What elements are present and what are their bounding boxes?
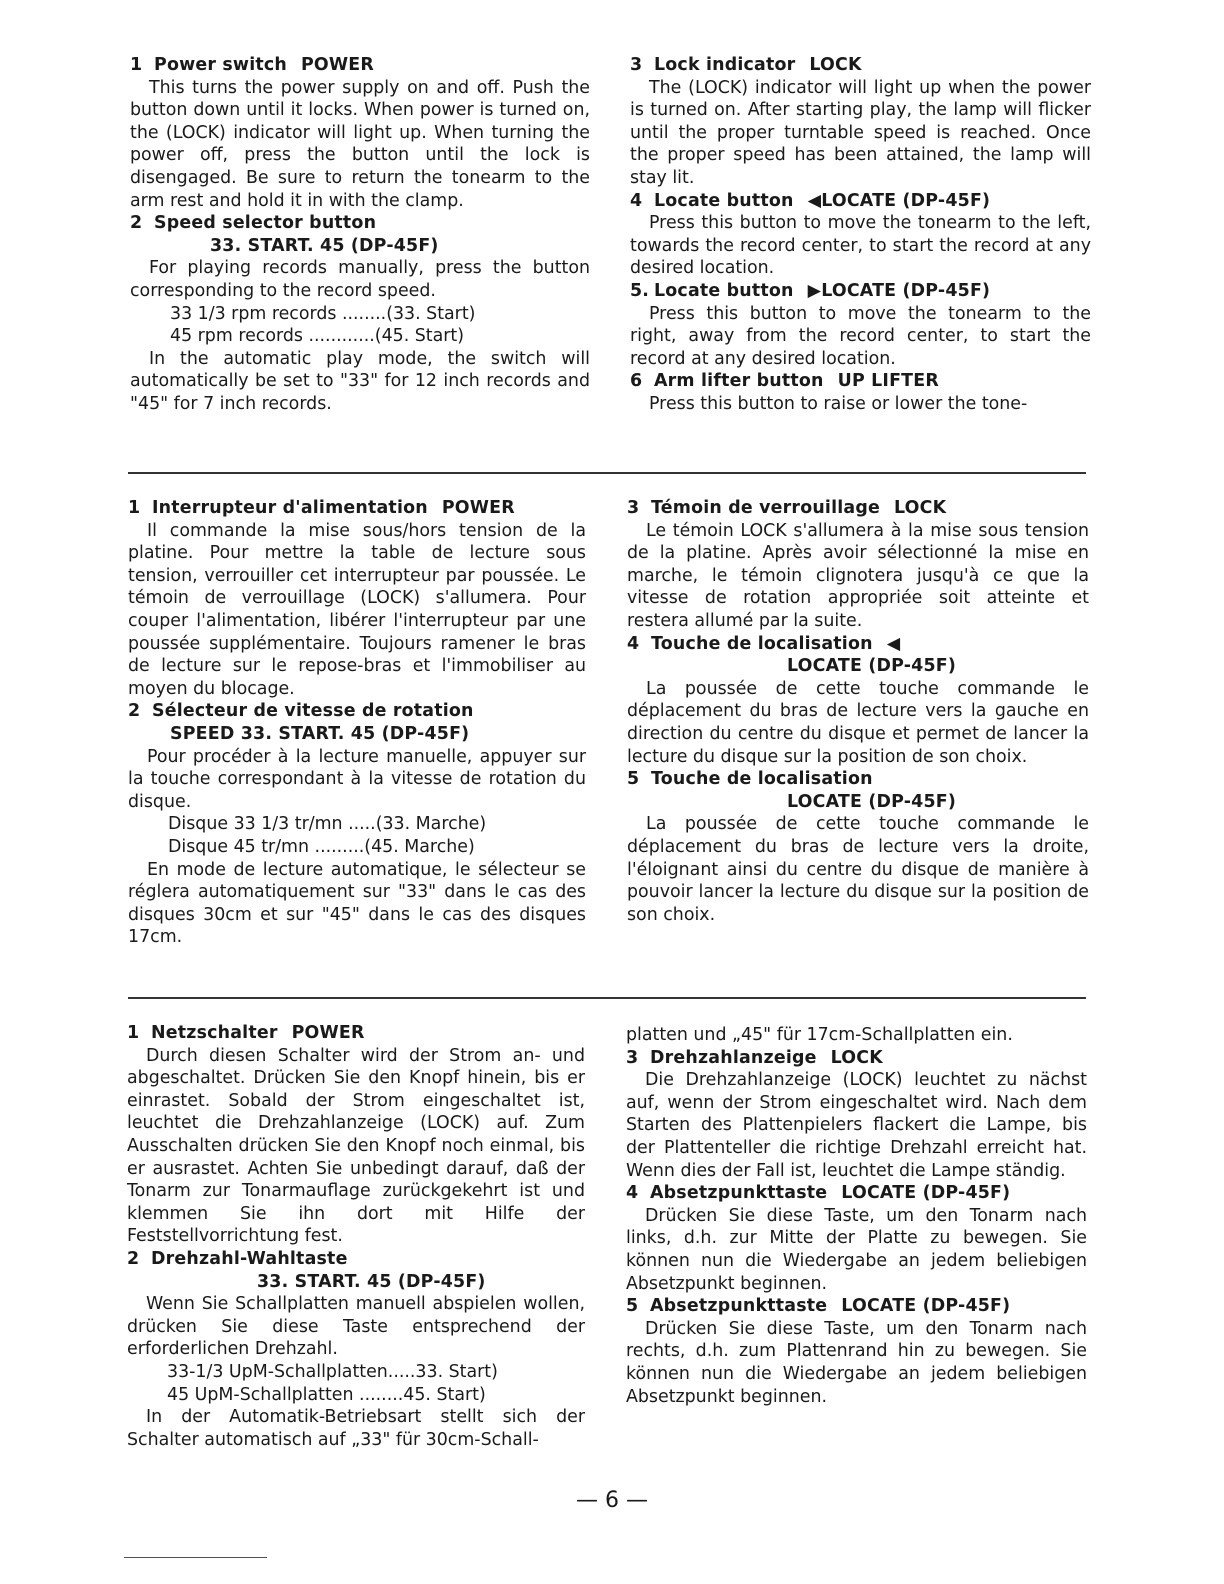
item-title: Témoin de verrouillage — [651, 498, 880, 518]
item-title: Lock indicator — [654, 55, 796, 75]
item-number: 1 — [130, 55, 143, 75]
paragraph: Wenn Sie Schallplatten manuell abspielen wollen, drücken Sie diese Taste entsprechend der erforderlichen Drehzahl. — [127, 1294, 585, 1360]
section-heading — [130, 212, 590, 257]
speed-row: 45 UpM-Schallplatten ........45. Start) — [167, 1384, 486, 1405]
speed-row: 33-1/3 UpM-Schallplatten.....33. Start) — [167, 1361, 498, 1382]
de-left-column — [127, 1022, 585, 1451]
item-title: Interrupteur d'alimentation — [152, 498, 428, 518]
item-number: 3 — [630, 55, 643, 75]
section-heading — [627, 768, 1089, 813]
item-key: 33. START. 45 (DP-45F) — [210, 235, 439, 256]
item-key: POWER — [291, 1023, 365, 1043]
item-number: 6 — [630, 371, 643, 392]
paragraph: Press this button to raise or lower the tone- — [649, 393, 1028, 414]
paragraph: En mode de lecture automatique, le sélecteur se réglera automatiquement sur "33" dans le cas des disques 30cm et sur "45" dans le cas des disques 17cm. — [128, 859, 586, 948]
section-heading — [630, 370, 1091, 393]
en-right-column — [630, 54, 1091, 416]
section-heading — [626, 1047, 1087, 1070]
section-heading — [127, 1248, 585, 1293]
fr-left-column — [128, 497, 586, 949]
section-heading — [627, 497, 1089, 520]
item-key: SPEED 33. START. 45 (DP-45F) — [170, 723, 470, 744]
speed-row: 33 1/3 rpm records ........(33. Start) — [170, 303, 476, 324]
paragraph: Press this button to move the tonearm to the left, towards the record center, to start the record at any desired location. — [630, 213, 1091, 279]
section-heading — [130, 54, 590, 77]
page-number: — 6 — — [576, 1488, 648, 1513]
item-number: 4 — [626, 1183, 639, 1204]
item-title: Drehzahl-Wahltaste — [151, 1248, 348, 1269]
item-key: LOCK — [830, 1047, 883, 1068]
footer-rule — [124, 1557, 267, 1558]
item-key: LOCATE (DP-45F) — [787, 791, 956, 812]
item-number: 4 — [627, 633, 640, 654]
item-number: 1 — [128, 498, 141, 518]
item-title: Arm lifter button — [654, 371, 824, 392]
en-left-column — [130, 54, 590, 416]
item-title: Locate button — [654, 190, 794, 211]
item-key: LOCATE (DP-45F) — [841, 1183, 1011, 1204]
item-title: Locate button — [654, 280, 794, 301]
item-title: Touche de localisation — [651, 769, 873, 790]
item-title: Absetzpunkttaste — [650, 1183, 828, 1204]
item-number: 5 — [626, 1296, 639, 1317]
section-divider — [128, 997, 1086, 999]
paragraph: Le témoin LOCK s'allumera à la mise sous tension de la platine. Après avoir sélectionné la mise en marche, le témoin clignotera jusqu'à ce que la vitesse de rotation appropriée soit atteinte et restera allumé par la suite. — [627, 520, 1089, 631]
de-right-column — [626, 1024, 1087, 1408]
item-title: Touche de localisation — [651, 633, 873, 654]
item-key-line2: LOCATE (DP-45F) — [787, 656, 956, 677]
paragraph: La poussée de cette touche commande le déplacement du bras de lecture vers la gauche en direction du centre du disque et permet de lancer la lecture du disque sur la position de son choix. — [627, 678, 1089, 767]
section-heading — [630, 190, 1091, 213]
speed-row: Disque 33 1/3 tr/mn .....(33. Marche) — [168, 814, 487, 835]
section-heading — [630, 54, 1091, 77]
paragraph: Die Drehzahlanzeige (LOCK) leuchtet zu nächst auf, wenn der Strom eingeschaltet wird. Nach dem Starten des Plattenpielers flackert die Lampe, bis der Plattenteller die richtige Drehzahl erreicht hat. Wenn dies der Fall ist, leuchtet die Lampe ständig. — [626, 1070, 1087, 1181]
section-divider — [128, 472, 1086, 474]
item-key: POWER — [441, 498, 515, 518]
item-title: Absetzpunkttaste — [650, 1296, 828, 1317]
section-heading — [626, 1182, 1087, 1205]
item-title: Sélecteur de vitesse de rotation — [152, 701, 474, 722]
item-title: Power switch — [154, 55, 287, 75]
section-heading — [128, 497, 586, 520]
item-number: 5. — [630, 280, 650, 301]
section-heading — [127, 1022, 585, 1045]
item-key: LOCK — [893, 498, 947, 518]
item-key: 33. START. 45 (DP-45F) — [257, 1271, 486, 1292]
item-key: LOCK — [809, 55, 862, 75]
item-number: 5 — [627, 769, 640, 790]
continued-paragraph: platten und „45" für 17cm-Schallplatten ein. — [626, 1025, 1013, 1045]
item-key: POWER — [300, 55, 374, 75]
paragraph: Il commande la mise sous/hors tension de la platine. Pour mettre la table de lecture sous tension, verrouiller cet interrupteur par poussée. Le témoin de verrouillage (LOCK) s'allumera. Pour couper l'alimentation, libérer l'interrupteur par une poussée supplémentaire. Toujours ramener le bras de lecture sur le repose-bras et l'immobiliser au moyen du blocage. — [128, 520, 586, 699]
item-number: 1 — [127, 1023, 140, 1043]
paragraph: Pour procéder à la lecture manuelle, appuyer sur la touche correspondant à la vitesse de rotation du disque. — [128, 746, 586, 812]
section-heading — [627, 633, 1089, 678]
paragraph: For playing records manually, press the button corresponding to the record speed. — [130, 258, 590, 301]
paragraph: Press this button to move the tonearm to the right, away from the record center, to start the record at any desired location. — [630, 303, 1091, 369]
item-key: ▶LOCATE (DP-45F) — [807, 280, 991, 301]
section-heading — [626, 1295, 1087, 1318]
item-number: 3 — [626, 1047, 639, 1068]
paragraph: Drücken Sie diese Taste, um den Tonarm nach rechts, d.h. zum Plattenrand hin zu bewegen. Sie können nun die Wiedergabe an jedem beliebigen Absetzpunkt beginnen. — [626, 1318, 1087, 1407]
paragraph: The (LOCK) indicator will light up when the power is turned on. After starting play, the lamp will flicker until the proper turntable speed is reached. Once the proper speed has been attained, the lamp will stay lit. — [630, 77, 1091, 188]
item-key: UP LIFTER — [837, 371, 939, 392]
speed-row: Disque 45 tr/mn .........(45. Marche) — [168, 836, 475, 857]
section-heading — [630, 280, 1091, 303]
item-number: 4 — [630, 190, 643, 211]
paragraph: Drücken Sie diese Taste, um den Tonarm nach links, d.h. zur Mitte der Platte zu bewegen. Sie können nun die Wiedergabe an jedem beliebigen Absetzpunkt beginnen. — [626, 1205, 1087, 1294]
item-key: LOCATE (DP-45F) — [841, 1296, 1011, 1317]
item-title: Drehzahlanzeige — [650, 1047, 817, 1068]
item-title: Netzschalter — [151, 1023, 278, 1043]
paragraph: Durch diesen Schalter wird der Strom an- und abgeschaltet. Drücken Sie den Knopf hinein, bis er einrastet. Sobald der Strom eingeschaltet ist, leuchtet die Drehzahlanzeige (LOCK) auf. Zum Ausschalten drücken Sie den Knopf noch einmal, bis er ausrastet. Achten Sie unbedingt darauf, daß der Tonarm zur Tonarmauflage zurückgekehrt ist und klemmen Sie ihn dort mit Hilfe der Feststellvorrichtung fest. — [127, 1045, 585, 1247]
item-title: Speed selector button — [154, 213, 377, 234]
item-number: 3 — [627, 498, 640, 518]
speed-row: 45 rpm records ............(45. Start) — [170, 326, 465, 347]
item-number: 2 — [128, 701, 141, 722]
item-key: ◀LOCATE (DP-45F) — [807, 190, 991, 211]
paragraph: In the automatic play mode, the switch will automatically be set to "33" for 12 inch records and "45" for 7 inch records. — [130, 348, 590, 414]
fr-right-column — [627, 497, 1089, 926]
paragraph: La poussée de cette touche commande le déplacement du bras de lecture vers la droite, l'éloignant ainsi du centre du disque de manière à pouvoir lancer la lecture du disque sur la position de son choix. — [627, 814, 1089, 925]
section-heading — [128, 700, 586, 745]
item-number: 2 — [127, 1248, 140, 1269]
item-number: 2 — [130, 213, 143, 234]
paragraph: This turns the power supply on and off. Push the button down until it locks. When power is turned on, the (LOCK) indicator will light up. When turning the power off, press the button until the lock is disengaged. Be sure to return the tonearm to the arm rest and hold it in with the clamp. — [130, 77, 590, 211]
item-key: ◀ — [886, 633, 901, 654]
paragraph: In der Automatik-Betriebsart stellt sich der Schalter automatisch auf „33" für 30cm-Schall- — [127, 1407, 585, 1450]
